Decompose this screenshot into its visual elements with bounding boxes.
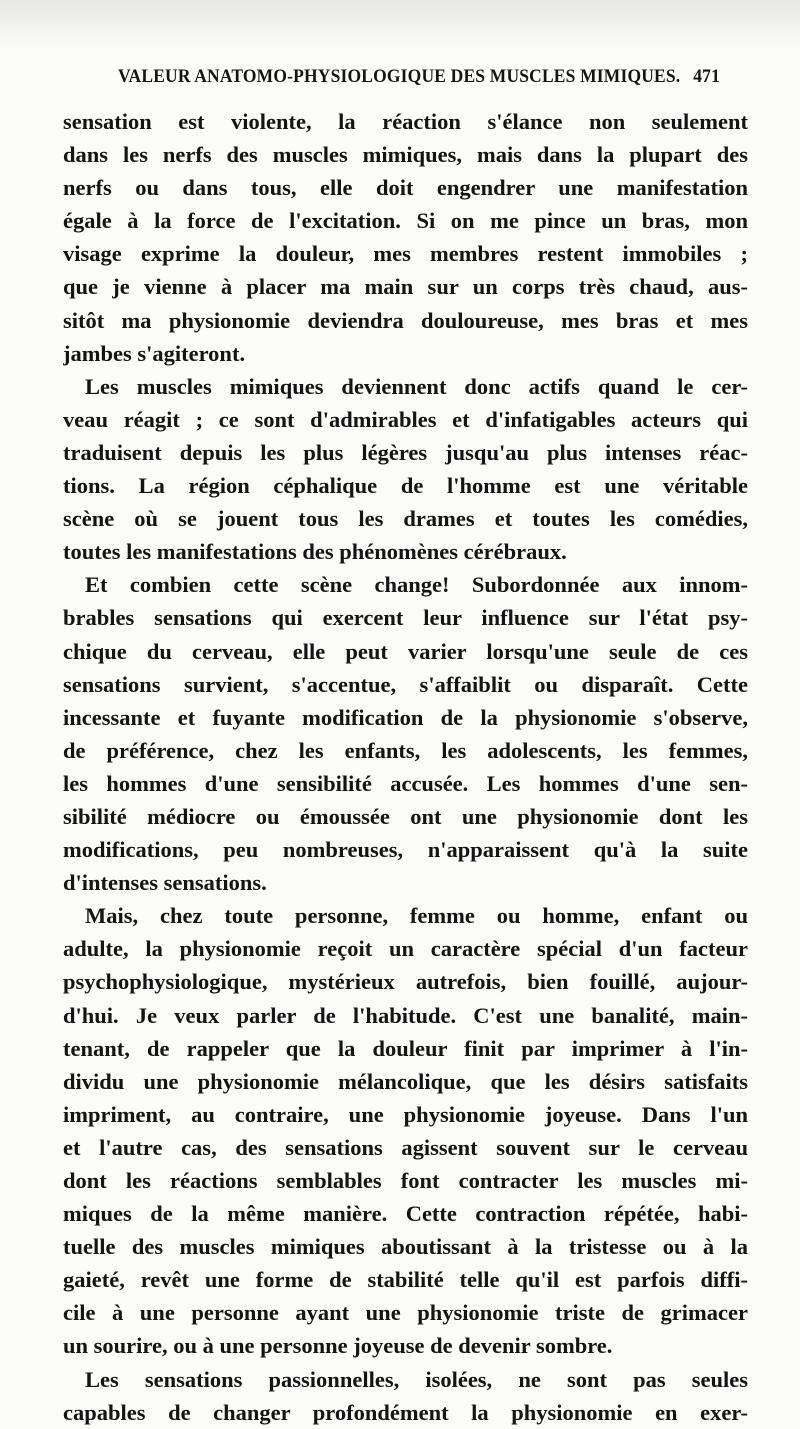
text-line: scène où se jouent tous les drames et toutes les comédies, — [63, 506, 748, 532]
text-line: sitôt ma physionomie deviendra douloureuse, mes bras et mes — [63, 307, 748, 333]
text-line: d'intenses sensations. — [63, 870, 267, 896]
text-line: dont les réactions semblables font contracter les muscles mi- — [63, 1168, 748, 1193]
text-line: capables de changer profondément la physionomie en exer- — [63, 1399, 748, 1425]
body-text — [63, 105, 748, 1429]
text-line: de préférence, chez les enfants, les adolescents, les femmes, — [63, 737, 748, 763]
text-line: égale à la force de l'excitation. Si on me pince un bras, mon — [63, 208, 748, 234]
text-line: les hommes d'une sensibilité accusée. Les hommes d'une sen- — [63, 770, 748, 796]
paragraph-start-line: Et combien cette scène change! Subordonnée aux innom- — [85, 572, 748, 598]
paragraph-start-line: Les muscles mimiques deviennent donc actifs quand le cer- — [85, 373, 748, 399]
text-line: psychophysiologique, mystérieux autrefois, bien fouillé, aujour- — [63, 969, 748, 995]
text-line: incessante et fuyante modification de la physionomie s'observe, — [63, 704, 748, 730]
text-line: visage exprime la douleur, mes membres restent immobiles ; — [63, 241, 748, 267]
text-line: et l'autre cas, des sensations agissent souvent sur le cerveau — [63, 1134, 748, 1160]
text-line: cile à une personne ayant une physionomie triste de grimacer — [63, 1300, 748, 1326]
text-line: tuelle des muscles mimiques aboutissant à la tristesse ou à la — [63, 1234, 748, 1260]
text-line: miques de la même manière. Cette contraction répétée, habi- — [63, 1201, 748, 1227]
text-line: dividu une physionomie mélancolique, que les désirs satisfaits — [63, 1068, 748, 1094]
paragraph-start-line: Mais, chez toute personne, femme ou homme, enfant ou — [85, 903, 748, 929]
running-head — [118, 60, 721, 94]
text-line: d'hui. Je veux parler de l'habitude. C'est une banalité, main- — [63, 1002, 748, 1028]
text-line: brables sensations qui exercent leur influence sur l'état psy- — [63, 605, 748, 631]
text-line: sibilité médiocre ou émoussée ont une physionomie dont les — [63, 803, 748, 829]
text-line: adulte, la physionomie reçoit un caractère spécial d'un facteur — [63, 936, 748, 962]
text-line: gaieté, revêt une forme de stabilité telle qu'il est parfois diffi- — [63, 1267, 748, 1293]
text-line: nerfs ou dans tous, elle doit engendrer une manifestation — [63, 175, 748, 201]
text-line: chique du cerveau, elle peut varier lorsqu'une seule de ces — [63, 638, 748, 664]
text-line: un sourire, ou à une personne joyeuse de devenir sombre. — [63, 1333, 613, 1359]
text-line: impriment, au contraire, une physionomie joyeuse. Dans l'un — [63, 1101, 748, 1127]
text-line: traduisent depuis les plus légères jusqu'au plus intenses réac- — [63, 439, 748, 465]
text-line: toutes les manifestations des phénomènes cérébraux. — [63, 539, 567, 565]
page-number: 471 — [693, 66, 721, 87]
paragraph-start-line: Les sensations passionnelles, isolées, ne sont pas seules — [85, 1366, 748, 1392]
text-line: jambes s'agiteront. — [63, 340, 246, 366]
text-line: tions. La région céphalique de l'homme est une véritable — [63, 473, 748, 499]
text-line: que je vienne à placer ma main sur un corps très chaud, aus- — [63, 274, 748, 300]
text-line: veau réagit ; ce sont d'admirables et d'infatigables acteurs qui — [63, 406, 748, 432]
page-top-edge — [0, 0, 800, 48]
text-line: modifications, peu nombreuses, n'apparaissent qu'à la suite — [63, 837, 748, 863]
text-line: tenant, de rappeler que la douleur finit par imprimer à l'in- — [63, 1035, 748, 1061]
running-head-title: VALEUR ANATOMO-PHYSIOLOGIQUE DES MUSCLES MIMIQUES. — [118, 66, 681, 87]
text-line: sensation est violente, la réaction s'élance non seulement — [63, 109, 748, 134]
text-line: dans les nerfs des muscles mimiques, mais dans la plupart des — [63, 142, 748, 168]
text-line: sensations survient, s'accentue, s'affaiblit ou disparaît. Cette — [63, 671, 748, 697]
